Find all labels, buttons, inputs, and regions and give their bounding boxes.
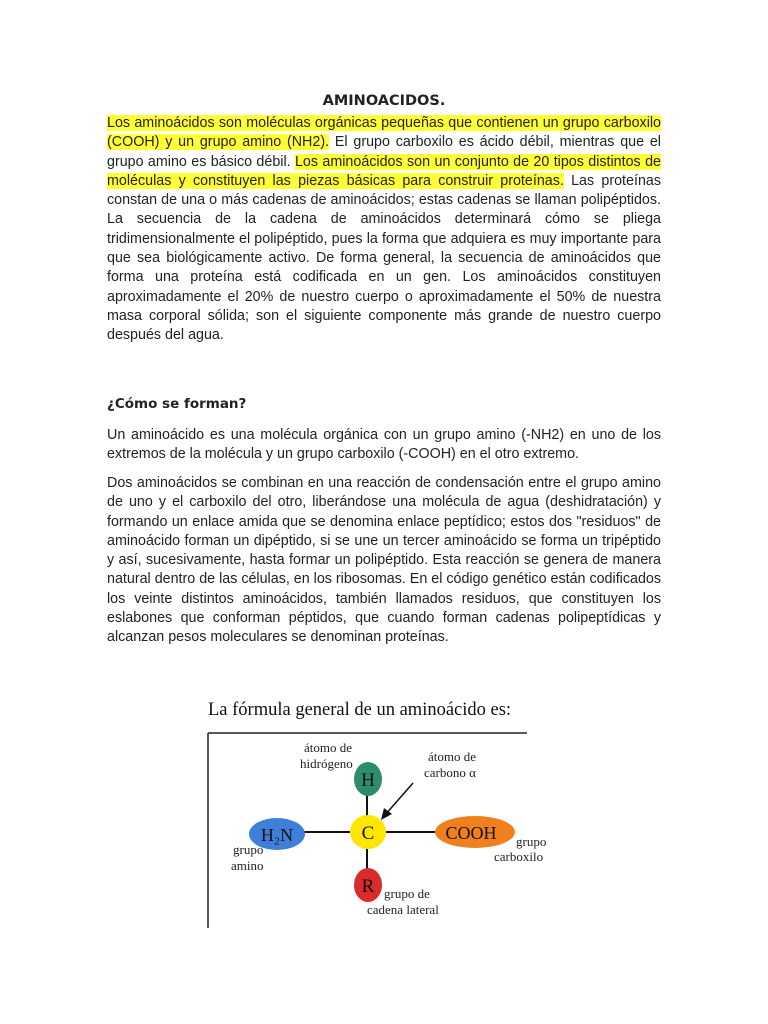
paragraph-3: Dos aminoácidos se combinan en una reacción de condensación entre el grupo amino de uno y el carboxilo del otro, liberándose una molécula de agua (deshidratación) y formando un enlace amida que se denomina enlace peptídico; estos dos "residuos" de aminoácido forman un dipéptido, si se une un tercer aminoácido se forma un tripéptido y así, sucesivamente, hasta formar un polipéptido. Esta reacción se genera de manera natural dentro de las células, en los ribosomas. En el código genético están codificados los veinte distintos aminoácidos, también llamados residuos, que constituyen los eslabones que conforman péptidos, que cuando forman cadenas polipeptídicas y alcanzan pesos moleculares se denominan proteínas.	[107, 475, 661, 646]
highlight-1: Los aminoácidos son moléculas orgánicas pequeñas que contienen un grupo carboxilo (COOH) y un grupo amino (NH2).	[107, 115, 661, 151]
r-group-label: R	[361, 876, 375, 897]
amine-label: H₂N	[260, 825, 294, 845]
carboxyl-label: COOH	[445, 823, 497, 843]
intro-paragraph	[107, 114, 661, 346]
cadena-label-2: cadena lateral	[367, 902, 439, 917]
hydrogen-label: H	[361, 770, 375, 791]
carbon-label: C	[361, 823, 375, 844]
grupo-amino-label-2: amino	[231, 858, 264, 873]
atomo-c-label-2: carbono α	[424, 765, 476, 780]
intro-text-1: El grupo carboxilo es ácido débil, mientras que el grupo amino es básico débil.	[107, 134, 661, 170]
arrow-line	[385, 783, 413, 815]
section-heading: ¿Cómo se forman?	[107, 396, 247, 412]
atomo-h-label-1: átomo de	[304, 740, 353, 755]
amino-acid-diagram	[205, 728, 547, 928]
intro-text-2: Las proteínas constan de una o más cadenas de aminoácidos; estas cadenas se llaman polipéptidos. La secuencia de la cadena de aminoácidos determinará cómo se pliega tridimensionalmente el polipéptido, pues la forma que adquiera es muy importante para que sea biológicamente activo. De forma general, la secuencia de aminoácidos que forma una proteína está codificada en un gen. Los aminoácidos constituyen aproximadamente el 20% de nuestro cuerpo o aproximadamente el 50% de nuestra masa corporal sólida; son el siguiente componente más grande de nuestro cuerpo después del agua.	[107, 172, 661, 344]
atomo-c-label-1: átomo de	[428, 749, 477, 764]
grupo-carboxilo-label-1: grupo	[516, 834, 547, 849]
highlight-2: Los aminoácidos son un conjunto de 20 tipos distintos de moléculas y constituyen las piezas básicas para construir proteínas.	[107, 153, 661, 189]
page-title: AMINOACIDOS.	[322, 93, 446, 109]
paragraph-2: Un aminoácido es una molécula orgánica con un grupo amino (-NH2) en uno de los extremos de la molécula y un grupo carboxilo (-COOH) en el otro extremo.	[107, 427, 661, 463]
cadena-label-1: grupo de	[384, 886, 430, 901]
grupo-carboxilo-label-2: carboxilo	[494, 849, 544, 864]
grupo-amino-label-1: grupo	[233, 842, 264, 857]
atomo-h-label-2: hidrógeno	[300, 756, 353, 771]
figure-title: La fórmula general de un aminoácido es:	[208, 700, 512, 720]
